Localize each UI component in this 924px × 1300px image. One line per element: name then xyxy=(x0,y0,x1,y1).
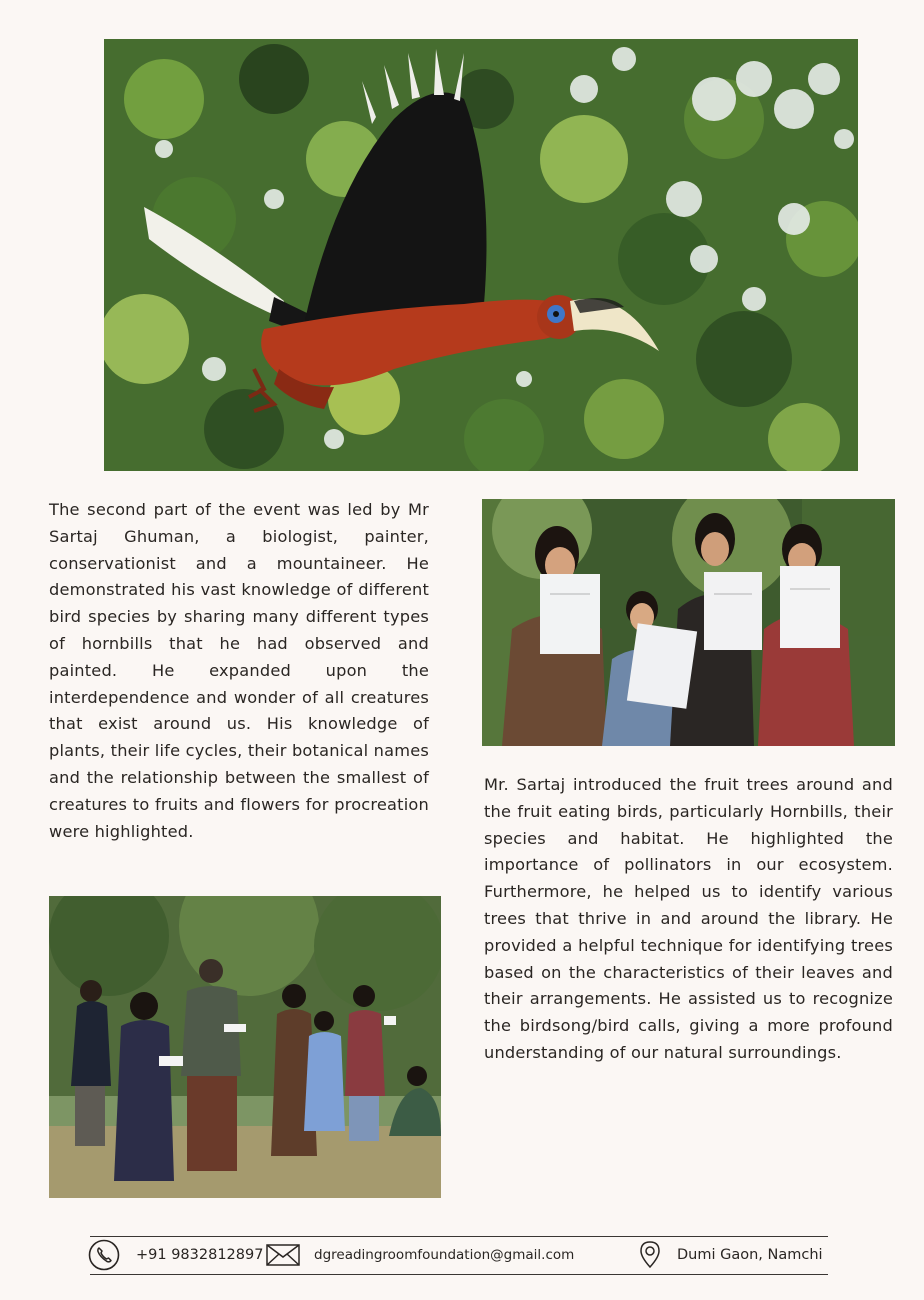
footer-divider-bottom xyxy=(90,1274,828,1275)
footer-divider-top xyxy=(90,1236,828,1237)
phone-number: +91 9832812897 xyxy=(136,1247,264,1263)
location-pin-icon xyxy=(639,1240,661,1270)
mail-icon xyxy=(266,1243,300,1267)
group-outdoor-photo xyxy=(49,896,441,1198)
location-text: Dumi Gaon, Namchi xyxy=(677,1247,823,1263)
phone-icon xyxy=(88,1239,120,1271)
hornbill-painting xyxy=(104,39,858,471)
email-address: dgreadingroomfoundation@gmail.com xyxy=(314,1247,575,1263)
girls-holding-drawings-photo xyxy=(482,499,895,746)
paragraph-right: Mr. Sartaj introduced the fruit trees around and the fruit eating birds, particularly Hornbills, their species and habitat. He highlighted the importance of pollinators in our ecosystem. Furthermore, he helped us to identify various trees that thrive in and around the library. He provided a helpful technique for identifying trees based on the characteristics of their leaves and their arrangements. He assisted us to recognize the birdsong/bird calls, giving a more profound understanding of our natural surroundings. xyxy=(484,775,893,1062)
footer-email[interactable] xyxy=(266,1238,574,1272)
footer-phone[interactable] xyxy=(88,1238,263,1272)
footer-location[interactable] xyxy=(639,1238,823,1272)
paragraph-left: The second part of the event was led by Mr Sartaj Ghuman, a biologist, painter, conservationist and a mountaineer. He demonstrated his vast knowledge of different bird species by sharing many different types of hornbills that he had observed and painted. He expanded upon the interdependence and wonder of all creatures that exist around us. His knowledge of plants, their life cycles, their botanical names and the relationship between the smallest of creatures to fruits and flowers for procreation were highlighted. xyxy=(49,500,429,841)
